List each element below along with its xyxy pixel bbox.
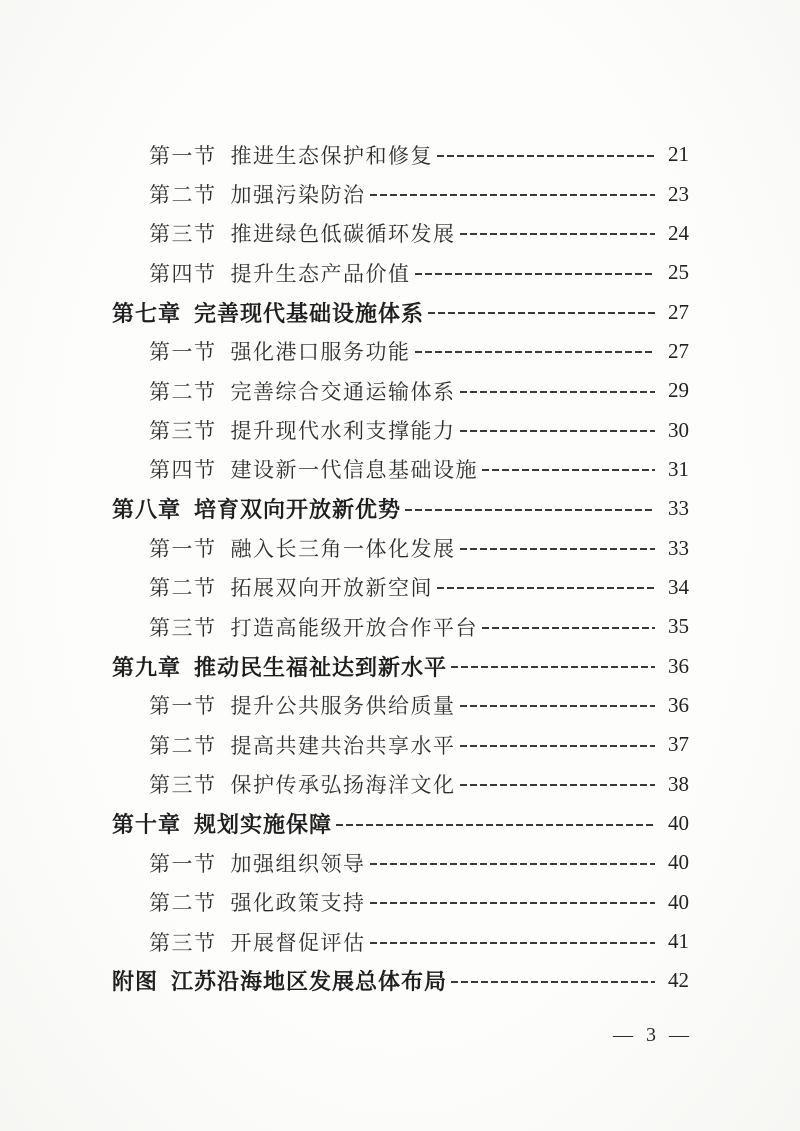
toc-entry-number: 第一节	[149, 694, 217, 719]
toc-entry-number: 第七章	[112, 300, 182, 326]
toc-entry-page: 30	[668, 417, 689, 442]
toc-entry-page: 38	[668, 771, 689, 796]
toc-entry-number: 第四节	[149, 458, 217, 483]
toc-entry-title: 江苏沿海地区发展总体布局	[171, 969, 448, 995]
toc-entry-title: 加强组织领导	[230, 851, 366, 876]
dotted-leader	[415, 273, 656, 275]
toc-entry	[0, 607, 800, 646]
toc-entry-page: 27	[668, 338, 689, 363]
dotted-leader	[415, 351, 656, 353]
dotted-leader	[460, 233, 656, 235]
toc-entry-page: 29	[668, 378, 689, 403]
toc-entry-page: 40	[668, 811, 689, 836]
toc-entry-page: 35	[668, 614, 689, 639]
toc-entry	[0, 135, 800, 174]
toc-chapter-entry	[0, 489, 800, 528]
toc-entry	[0, 332, 800, 371]
toc-entry-page: 42	[668, 968, 689, 993]
toc-entry-page: 27	[668, 299, 689, 324]
dotted-leader	[405, 509, 655, 511]
dotted-leader	[428, 312, 655, 314]
toc-entry-title: 提升现代水利支撑能力	[230, 419, 456, 444]
toc-entry-page: 34	[668, 574, 689, 599]
toc-entry	[0, 174, 800, 213]
toc-entry-title: 强化港口服务功能	[230, 340, 411, 365]
toc-entry-title: 完善综合交通运输体系	[230, 379, 456, 404]
toc-entry	[0, 765, 800, 804]
dotted-leader	[336, 824, 655, 826]
toc-entry	[0, 843, 800, 882]
toc-entry-page: 25	[668, 260, 689, 285]
dotted-leader	[451, 981, 655, 983]
toc-entry	[0, 214, 800, 253]
toc-entry-page: 37	[668, 732, 689, 757]
toc-entry-number: 第二节	[149, 891, 217, 916]
toc-entry-number: 第三节	[149, 419, 217, 444]
toc-entry	[0, 410, 800, 449]
toc-chapter-entry	[0, 961, 800, 1000]
toc-entry-number: 第二节	[149, 183, 217, 208]
toc-entry-page: 40	[668, 850, 689, 875]
toc-entry-title: 提高共建共治共享水平	[230, 733, 456, 758]
dotted-leader	[451, 666, 655, 668]
toc-entry-page: 31	[668, 456, 689, 481]
toc-chapter-entry	[0, 646, 800, 685]
toc-entry-title: 开展督促评估	[230, 930, 366, 955]
dotted-leader	[370, 863, 656, 865]
toc-entry	[0, 253, 800, 292]
dotted-leader	[437, 587, 655, 589]
dotted-leader	[482, 469, 655, 471]
toc-entry	[0, 450, 800, 489]
toc-entry-title: 拓展双向开放新空间	[230, 576, 433, 601]
dotted-leader	[370, 942, 656, 944]
dotted-leader	[482, 627, 655, 629]
toc-entry-page: 33	[668, 535, 689, 560]
dotted-leader	[370, 194, 656, 196]
toc-entry-title: 打造高能级开放合作平台	[230, 615, 478, 640]
toc-entry-number: 第三节	[149, 930, 217, 955]
toc-entry	[0, 371, 800, 410]
dotted-leader	[437, 155, 655, 157]
toc-chapter-entry	[0, 292, 800, 331]
toc-entry-number: 附图	[112, 969, 159, 995]
toc-entry-page: 36	[668, 692, 689, 717]
dotted-leader	[460, 548, 656, 550]
table-of-contents	[0, 135, 800, 1001]
toc-entry-number: 第八章	[112, 497, 182, 523]
toc-entry	[0, 725, 800, 764]
toc-entry-number: 第一节	[149, 537, 217, 562]
toc-entry-number: 第三节	[149, 773, 217, 798]
toc-entry-title: 推进生态保护和修复	[230, 143, 433, 168]
toc-entry	[0, 686, 800, 725]
toc-entry-page: 33	[668, 496, 689, 521]
toc-entry-number: 第三节	[149, 222, 217, 247]
toc-entry-page: 24	[668, 220, 689, 245]
page-number-footer: — 3 —	[613, 1024, 690, 1046]
toc-entry-title: 完善现代基础设施体系	[194, 300, 425, 326]
toc-entry-number: 第一节	[149, 340, 217, 365]
toc-entry-title: 保护传承弘扬海洋文化	[230, 773, 456, 798]
toc-entry	[0, 528, 800, 567]
toc-entry-title: 规划实施保障	[194, 812, 333, 838]
dotted-leader	[460, 784, 656, 786]
toc-entry-title: 推动民生福祉达到新水平	[194, 654, 448, 680]
toc-entry-title: 培育双向开放新优势	[194, 497, 402, 523]
toc-entry-title: 提升公共服务供给质量	[230, 694, 456, 719]
toc-entry-page: 36	[668, 653, 689, 678]
toc-entry-title: 提升生态产品价值	[230, 261, 411, 286]
toc-entry-number: 第二节	[149, 576, 217, 601]
dotted-leader	[460, 430, 656, 432]
dotted-leader	[460, 391, 656, 393]
toc-entry-number: 第二节	[149, 733, 217, 758]
toc-entry-number: 第十章	[112, 812, 182, 838]
toc-entry-title: 强化政策支持	[230, 891, 366, 916]
toc-entry-page: 21	[668, 142, 689, 167]
toc-entry-title: 建设新一代信息基础设施	[230, 458, 478, 483]
toc-entry-number: 第二节	[149, 379, 217, 404]
toc-entry-page: 23	[668, 181, 689, 206]
toc-entry-number: 第四节	[149, 261, 217, 286]
toc-entry-number: 第一节	[149, 851, 217, 876]
toc-entry	[0, 883, 800, 922]
toc-entry	[0, 922, 800, 961]
toc-entry-title: 推进绿色低碳循环发展	[230, 222, 456, 247]
toc-entry-title: 加强污染防治	[230, 183, 366, 208]
toc-entry-title: 融入长三角一体化发展	[230, 537, 456, 562]
dotted-leader	[460, 705, 656, 707]
toc-entry-number: 第三节	[149, 615, 217, 640]
toc-entry-number: 第一节	[149, 143, 217, 168]
toc-entry	[0, 568, 800, 607]
toc-chapter-entry	[0, 804, 800, 843]
toc-entry-page: 41	[668, 929, 689, 954]
dotted-leader	[370, 902, 656, 904]
toc-entry-number: 第九章	[112, 654, 182, 680]
dotted-leader	[460, 745, 656, 747]
toc-entry-page: 40	[668, 889, 689, 914]
